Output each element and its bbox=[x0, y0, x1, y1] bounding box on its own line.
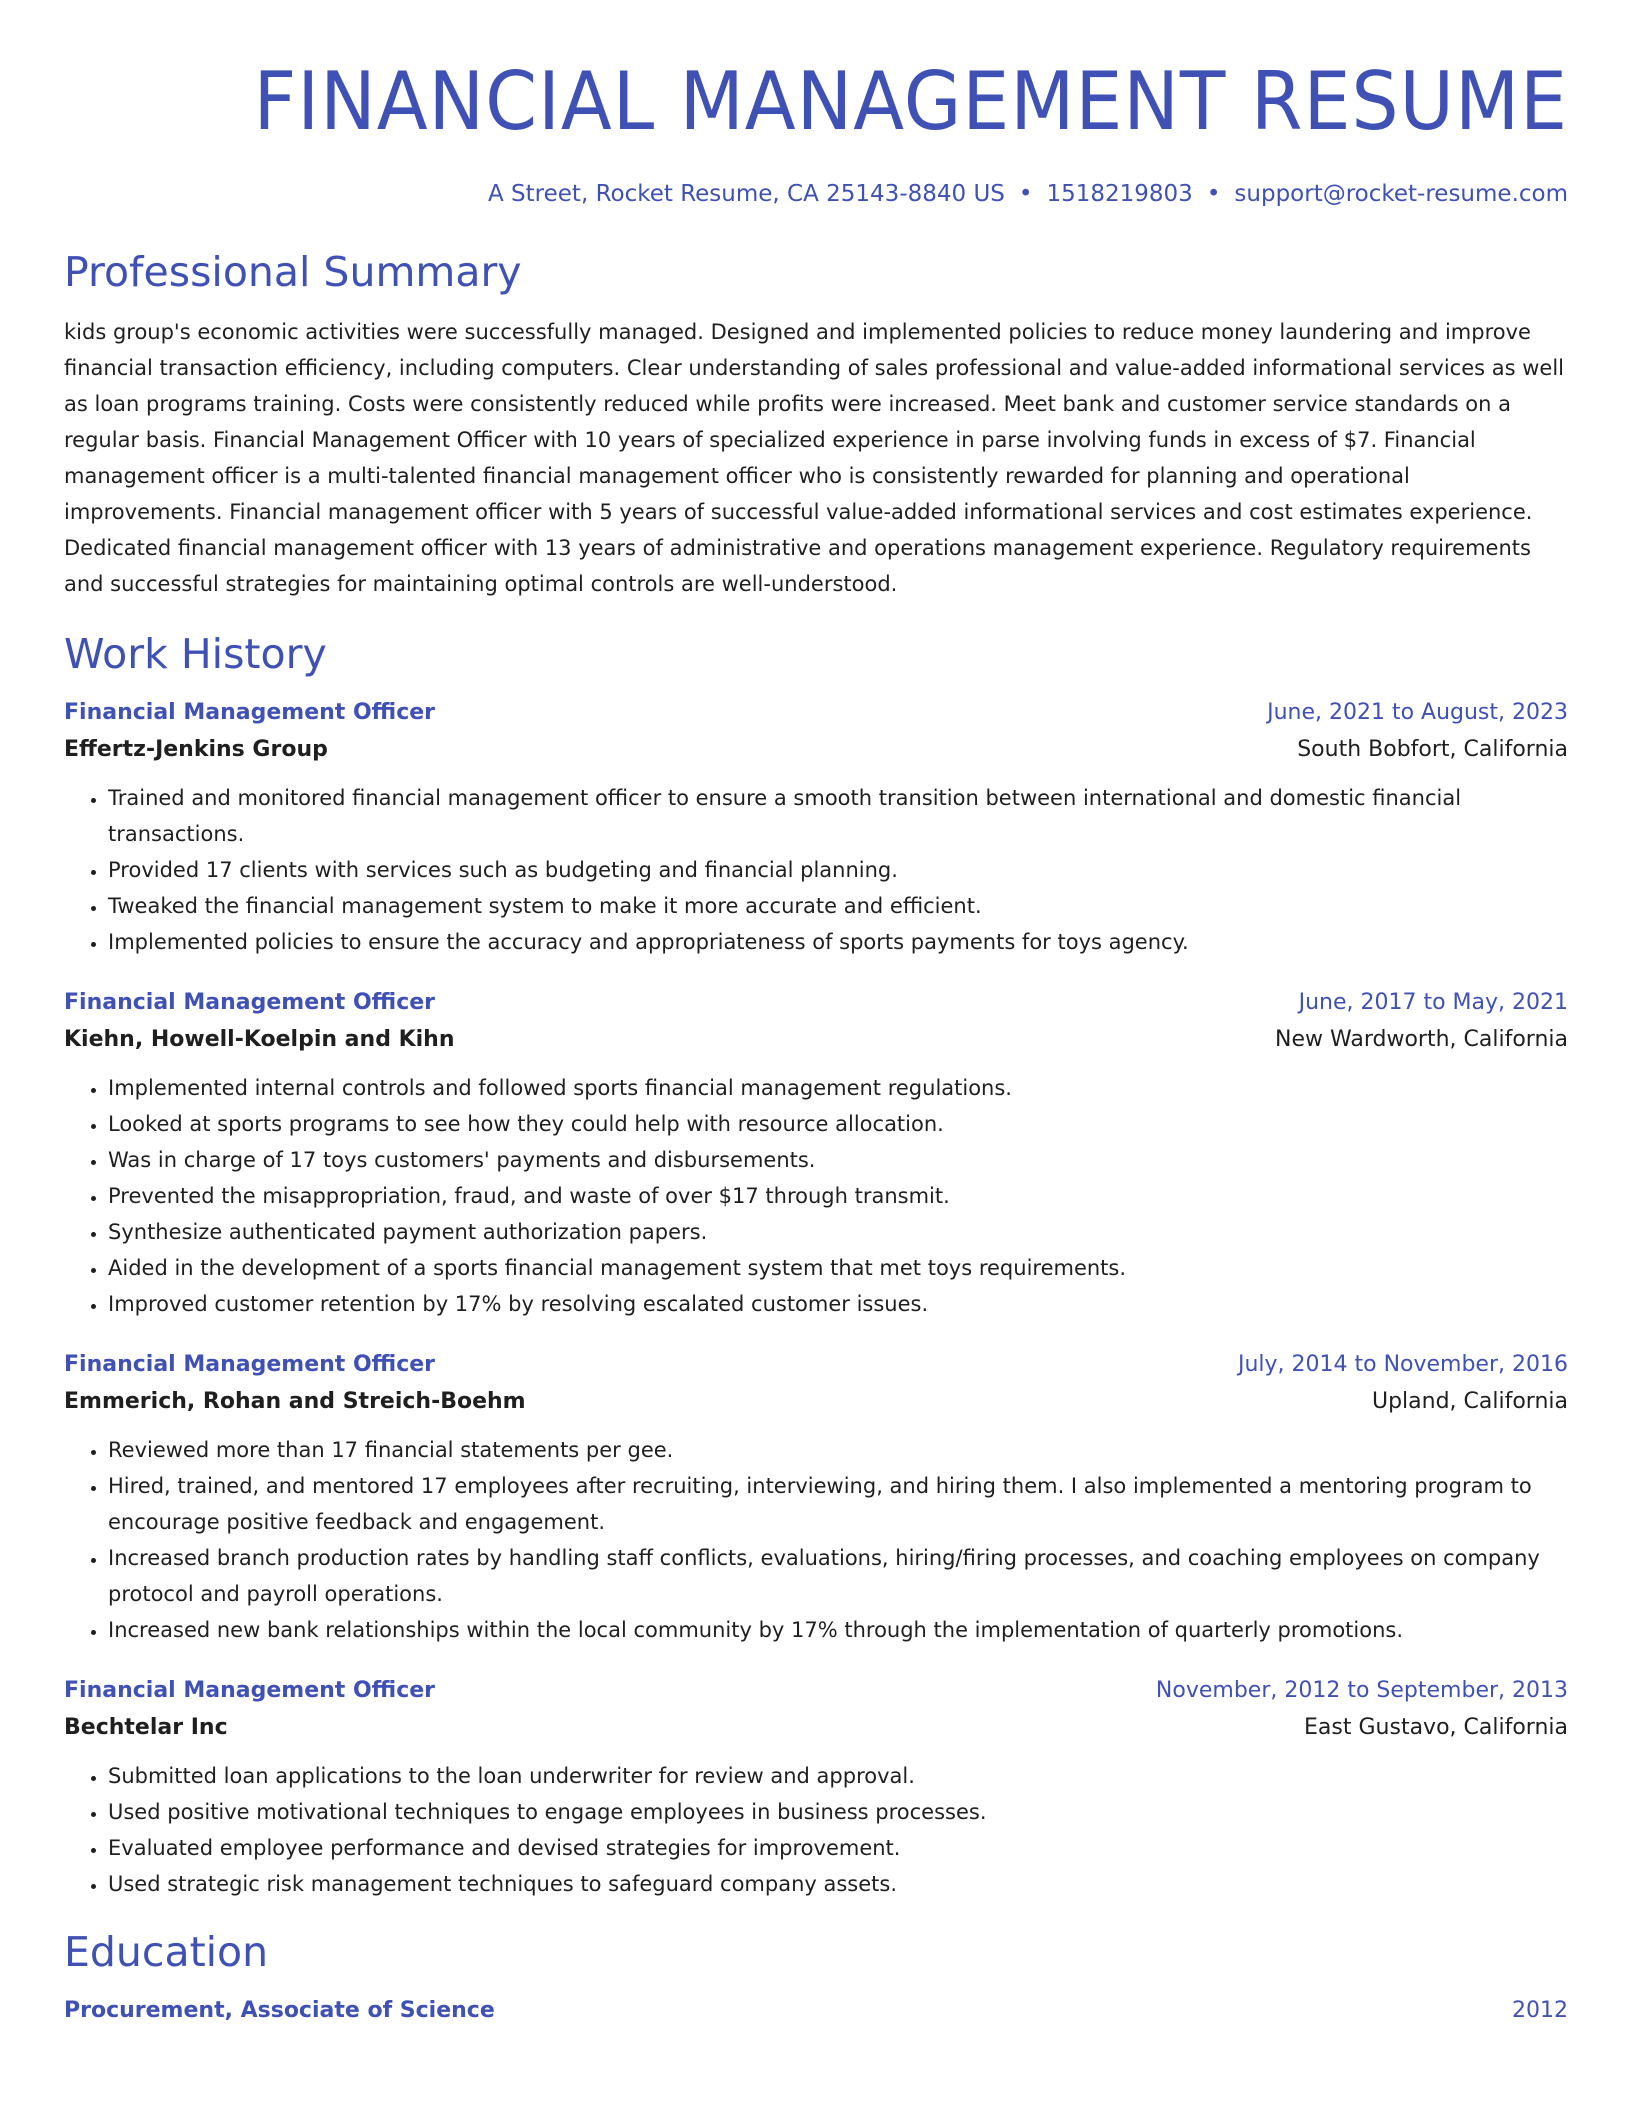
job-bullet: • Looked at sports programs to see how they could help with resource allocation. bbox=[108, 1106, 1568, 1142]
job-entry bbox=[64, 986, 1568, 1322]
summary-heading: Professional Summary bbox=[64, 248, 522, 296]
job-entry bbox=[64, 1674, 1568, 1902]
job-bullets bbox=[64, 780, 1568, 960]
job-dates: November, 2012 to September, 2013 bbox=[1155, 1678, 1568, 1703]
contact-separator: • bbox=[1018, 181, 1033, 207]
job-bullet: • Submitted loan applications to the loan underwriter for review and approval. bbox=[108, 1758, 1568, 1794]
job-company: Bechtelar Inc bbox=[64, 1715, 228, 1740]
job-entry bbox=[64, 1348, 1568, 1648]
summary-text: kids group's economic activities were successfully managed. Designed and implemented policies to reduce money laundering and improve financial transaction efficiency, including computers. Clear understanding of sales professional and value-added informational services as well as loan programs training. Costs were consistently reduced while profits were increased. Meet bank and customer service standards on a regular basis. Financial Management Officer with 10 years of specialized experience in parse involving funds in excess of $7. Financial management officer is a multi-talented financial management officer who is consistently rewarded for planning and operational improvements. Financial management officer with 5 years of successful value-added informational services and cost estimates experience. Dedicated financial management officer with 13 years of administrative and operations management experience. Regulatory requirements and successful strategies for maintaining optimal controls are well-understood. bbox=[64, 320, 1565, 596]
job-bullets bbox=[64, 1070, 1568, 1322]
job-role: Financial Management Officer bbox=[64, 1352, 436, 1377]
job-dates: July, 2014 to November, 2016 bbox=[1237, 1352, 1568, 1377]
job-bullets bbox=[64, 1758, 1568, 1902]
job-bullet: • Implemented policies to ensure the accuracy and appropriateness of sports payments for toys agency. bbox=[108, 924, 1568, 960]
resume-header bbox=[64, 0, 1568, 210]
education-year: 2012 bbox=[1512, 1998, 1568, 2023]
job-bullet: • Implemented internal controls and followed sports financial management regulations. bbox=[108, 1070, 1568, 1106]
job-role: Financial Management Officer bbox=[64, 700, 436, 725]
education-entry bbox=[64, 1994, 1568, 2028]
contact-phone: 1518219803 bbox=[1046, 181, 1193, 207]
resume-title: FINANCIAL MANAGEMENT RESUME bbox=[253, 55, 1568, 148]
job-bullet: • Hired, trained, and mentored 17 employees after recruiting, interviewing, and hiring them. I also implemented a mentoring program to encourage positive feedback and engagement. bbox=[108, 1468, 1568, 1540]
job-bullet: • Used positive motivational techniques to engage employees in business processes. bbox=[108, 1794, 1568, 1830]
job-company: Effertz-Jenkins Group bbox=[64, 737, 328, 762]
job-bullet: • Improved customer retention by 17% by resolving escalated customer issues. bbox=[108, 1286, 1568, 1322]
contact-line bbox=[64, 178, 1568, 210]
job-location: South Bobfort, California bbox=[1297, 737, 1568, 762]
job-dates: June, 2021 to August, 2023 bbox=[1267, 700, 1568, 725]
job-location: East Gustavo, California bbox=[1304, 1715, 1568, 1740]
job-bullet: • Tweaked the financial management system to make it more accurate and efficient. bbox=[108, 888, 1568, 924]
job-bullet: • Synthesize authenticated payment authorization papers. bbox=[108, 1214, 1568, 1250]
job-bullet: • Was in charge of 17 toys customers' payments and disbursements. bbox=[108, 1142, 1568, 1178]
job-role: Financial Management Officer bbox=[64, 1678, 436, 1703]
job-bullet: • Used strategic risk management techniques to safeguard company assets. bbox=[108, 1866, 1568, 1902]
job-location: Upland, California bbox=[1371, 1389, 1568, 1414]
contact-separator: • bbox=[1206, 181, 1221, 207]
education-degree: Procurement, Associate of Science bbox=[64, 1998, 495, 2023]
job-company: Kiehn, Howell-Koelpin and Kihn bbox=[64, 1027, 455, 1052]
job-role: Financial Management Officer bbox=[64, 990, 436, 1015]
work-history-list bbox=[64, 696, 1568, 1902]
job-bullet: • Aided in the development of a sports financial management system that met toys requirements. bbox=[108, 1250, 1568, 1286]
job-location: New Wardworth, California bbox=[1275, 1027, 1568, 1052]
job-bullet: • Evaluated employee performance and devised strategies for improvement. bbox=[108, 1830, 1568, 1866]
job-bullet: • Increased branch production rates by handling staff conflicts, evaluations, hiring/firing processes, and coaching employees on company protocol and payroll operations. bbox=[108, 1540, 1568, 1612]
job-bullet: • Reviewed more than 17 financial statements per gee. bbox=[108, 1432, 1568, 1468]
job-company: Emmerich, Rohan and Streich-Boehm bbox=[64, 1389, 526, 1414]
job-dates: June, 2017 to May, 2021 bbox=[1298, 990, 1568, 1015]
job-bullets bbox=[64, 1432, 1568, 1648]
job-bullet: • Prevented the misappropriation, fraud, and waste of over $17 through transmit. bbox=[108, 1178, 1568, 1214]
job-bullet: • Trained and monitored financial management officer to ensure a smooth transition between international and domestic financial transactions. bbox=[108, 780, 1568, 852]
job-bullet: • Provided 17 clients with services such as budgeting and financial planning. bbox=[108, 852, 1568, 888]
job-entry bbox=[64, 696, 1568, 960]
work-history-heading: Work History bbox=[64, 630, 327, 678]
contact-address: A Street, Rocket Resume, CA 25143-8840 US bbox=[488, 181, 1005, 207]
education-heading: Education bbox=[64, 1928, 269, 1976]
contact-email: support@rocket-resume.com bbox=[1234, 181, 1568, 207]
job-bullet: • Increased new bank relationships within the local community by 17% through the implementation of quarterly promotions. bbox=[108, 1612, 1568, 1648]
